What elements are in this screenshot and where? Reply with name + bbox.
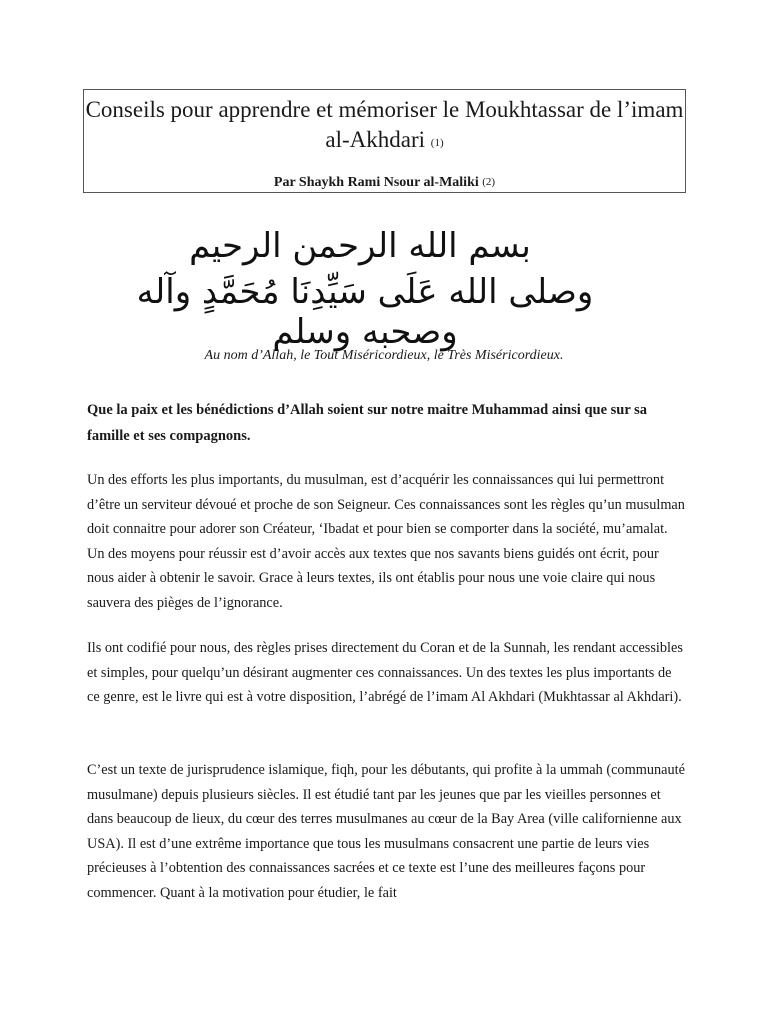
document-title-line-1 [84,95,685,125]
title-text-2: al-Akhdari [325,127,426,152]
arabic-salawat: وصلى الله عَلَى سَيِّدِنَا مُحَمَّدٍ وآله وصحبه وسلم [136,272,594,352]
body-paragraph-2: Ils ont codifié pour nous, des règles prises directement du Coran et de la Sunnah, les rendant accessibles et simples, pour quelqu’un désirant augmenter ces connaissances. Un des textes les plus importants de ce genre, est le livre qui est à votre disposition, l’abrégé de l’imam Al Akhdari (Mukhtassar al Akhdari). [87,640,683,705]
basmala-translation: Au nom d’Allah, le Tout Miséricordieux, le Très Miséricordieux. [204,348,564,363]
body-paragraph-3: C’est un texte de jurisprudence islamique, fiqh, pour les débutants, qui profite à la ummah (communauté musulmane) depuis plusieurs siècles. Il est étudié tant par les jeunes que par les vieilles personnes et dans beaucoup de lieux, du cœur des terres musulmanes au cœur de la Bay Area (ville californienne aux USA). Il est d’une extrême importance que tous les musulmans consacrent une partie de leurs vies précieuses à l’obtention des connaissances sacrées et ce texte est l’une des meilleures façons pour commencer. Quant à la motivation pour étudier, le fait [87,762,685,901]
author-line [84,173,685,192]
title-footnote-ref: (1) [430,137,444,149]
salutation-paragraph: Que la paix et les bénédictions d’Allah soient sur notre maitre Muhammad ainsi que sur sa famille et ses compagnons. [87,402,648,444]
title-text-1: Conseils pour apprendre et mémoriser le Moukhtassar de l’imam [85,97,684,122]
title-box [83,89,686,193]
author-name: Par Shaykh Rami Nsour al-Maliki [273,175,479,190]
author-footnote-ref: (2) [482,176,496,188]
document-title-line-2 [84,125,685,158]
arabic-basmala: بسم الله الرحمن الرحيم [189,226,531,266]
body-paragraph-1: Un des efforts les plus importants, du musulman, est d’acquérir les connaissances qui lui permettront d’être un serviteur dévoué et proche de son Seigneur. Ces connaissances sont les règles qu’un musulman doit connaitre pour adorer son Créateur, ‘Ibadat et pour bien se comporter dans la société, mu’amalat. Un des moyens pour réussir est d’avoir accès aux textes que nos savants biens guidés ont écrit, pour nous aider à obtenir le savoir. Grace à leurs textes, ils ont établis pour nous une voie claire qui nous sauvera des pièges de l’ignorance. [87,472,685,611]
